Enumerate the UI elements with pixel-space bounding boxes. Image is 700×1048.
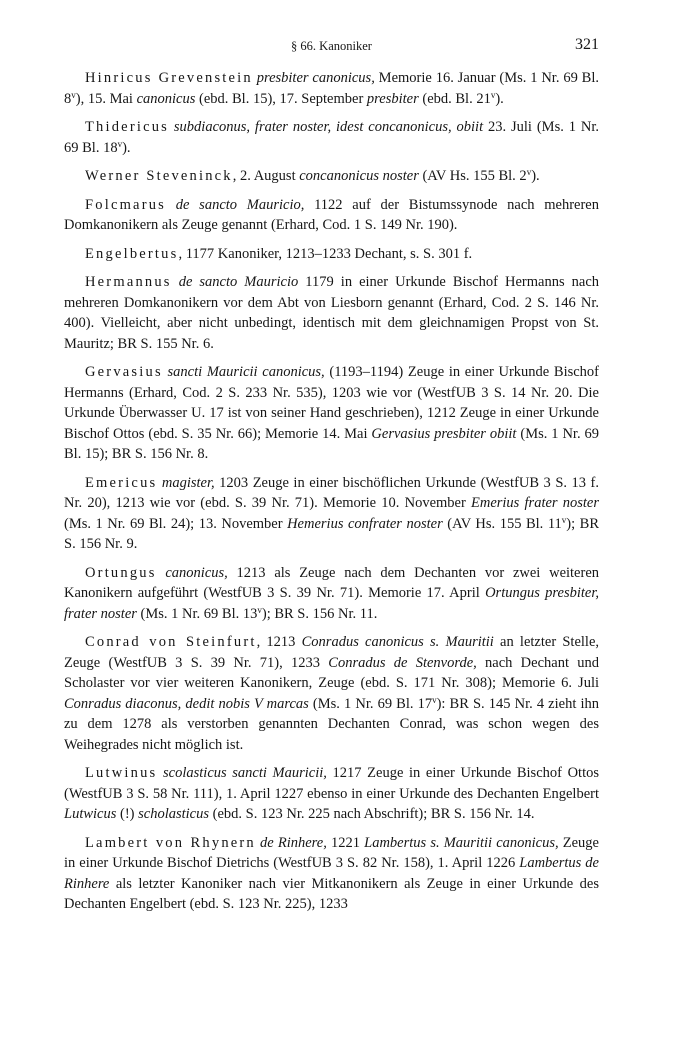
latin-quotation: de sancto Mauricio bbox=[178, 274, 299, 290]
latin-quotation: canonicus bbox=[136, 90, 196, 107]
entry-text: 1203 Zeuge in einer bischöflichen Urkunde (WestfUB 3 S. 13 f. Nr. 20), 1213 wie vor (ebd. S. 39 Nr. 71). Memorie 10. November bbox=[64, 474, 599, 511]
folio-verso-mark: v bbox=[117, 138, 123, 149]
latin-quotation: scolasticus sancti Mauricii, bbox=[163, 765, 327, 781]
latin-quotation: scholasticus bbox=[138, 806, 210, 822]
latin-quotation: concanonicus noster bbox=[299, 168, 419, 184]
entry-text: , 1213 bbox=[256, 634, 302, 650]
latin-quotation: de Rinhere, bbox=[260, 834, 327, 851]
entry-text: (ebd. Bl. 21 bbox=[418, 90, 491, 107]
entry-text: 1217 Zeuge in einer Urkunde Bischof Ottos (WestfUB 3 S. 58 Nr. 111), 1. April 1227 ebenso in einer Urkunde des Dechanten Engelbert bbox=[64, 765, 599, 802]
canon-name: Lutwinus bbox=[85, 765, 158, 781]
latin-quotation: Lambertus de Rinhere bbox=[64, 855, 599, 892]
entry-text: ). bbox=[495, 90, 504, 107]
entry-text: ): BR S. 145 Nr. 4 zieht ihn zu dem 1278 als verstorben genannten Dechanten Conrad, was schon wegen des Weihegrades nicht möglich ist. bbox=[64, 695, 599, 753]
latin-quotation: sancti Mauricii canonicus, bbox=[167, 364, 325, 380]
latin-quotation: subdiaconus, frater noster, idest concanonicus, obiit bbox=[173, 119, 484, 135]
latin-quotation: magister, bbox=[161, 474, 215, 491]
canon-name: Hermannus bbox=[85, 274, 172, 290]
latin-quotation: Conradus diaconus, dedit nobis V marcas bbox=[64, 695, 309, 712]
entry-text: (Ms. 1 Nr. 69 Bl. 24); 13. November bbox=[64, 515, 288, 532]
canon-name: Conrad von Steinfurt bbox=[85, 634, 257, 650]
canon-entry bbox=[64, 563, 599, 625]
canon-name: Werner Steveninck bbox=[85, 168, 233, 184]
folio-verso-mark: v bbox=[257, 604, 262, 615]
entry-text: (Ms. 1 Nr. 69 Bl. 17 bbox=[308, 695, 433, 712]
latin-quotation: Hemerius confrater noster bbox=[287, 515, 443, 532]
entry-text: (ebd. S. 123 Nr. 225 nach Abschrift); BR S. 156 Nr. 14. bbox=[209, 806, 535, 822]
canon-name: Emericus bbox=[85, 474, 158, 491]
canon-entry bbox=[64, 195, 599, 236]
entry-text: Zeuge in einer Urkunde Bischof Dietrichs (WestfUB 3 S. 82 Nr. 158), 1. April 1226 bbox=[64, 834, 599, 871]
latin-quotation: Conradus de Stenvorde, bbox=[328, 654, 477, 671]
entry-text: nach Dechant und Scholaster vor vier weiteren Kanonikern, Zeuge (ebd. S. 171 Nr. 308); Memorie 6. Juli bbox=[64, 654, 599, 691]
canon-name: Gervasius bbox=[85, 364, 163, 380]
canon-name: Hinricus Grevenstein bbox=[85, 70, 253, 86]
canon-entry bbox=[64, 117, 599, 158]
canon-entry bbox=[64, 244, 599, 265]
canon-entry bbox=[64, 632, 599, 755]
page-number: 321 bbox=[575, 36, 599, 53]
folio-verso-mark: v bbox=[526, 167, 532, 177]
entry-text: ); BR S. 156 Nr. 9. bbox=[64, 515, 600, 552]
canon-entry bbox=[64, 166, 599, 187]
entry-text: ). bbox=[531, 168, 540, 184]
entry-text: ). bbox=[122, 139, 131, 156]
canon-name: Folcmarus bbox=[85, 196, 167, 213]
text-block bbox=[64, 68, 599, 923]
entry-text bbox=[172, 274, 179, 290]
folio-verso-mark: v bbox=[490, 89, 496, 100]
entry-text: (Ms. 1 Nr. 69 Bl. 13 bbox=[136, 605, 258, 622]
folio-verso-mark: v bbox=[432, 694, 437, 705]
canon-name: Ortungus bbox=[85, 564, 157, 581]
latin-quotation: Lutwicus bbox=[64, 806, 117, 822]
canon-name: Thidericus bbox=[85, 119, 170, 135]
entry-text: , 2. August bbox=[232, 168, 300, 184]
entry-text: (ebd. Bl. 15), 17. September bbox=[195, 90, 367, 107]
latin-quotation: presbiter bbox=[366, 90, 419, 107]
entry-text: , 1177 Kanoniker, 1213–1233 Dechant, s. S. 301 f. bbox=[178, 245, 473, 262]
entry-text: 1213 als Zeuge nach dem Dechanten vor zwei weiteren Kanonikern aufgeführt (WestfUB 3 S. 39 Nr. 71). Memorie 17. April bbox=[64, 564, 600, 601]
entry-text: (!) bbox=[116, 806, 139, 822]
latin-quotation: Emerius frater noster bbox=[471, 495, 599, 511]
latin-quotation: presbiter canonicus, bbox=[256, 70, 375, 86]
entry-text: Memorie 16. Januar (Ms. 1 Nr. 69 Bl. 8 bbox=[64, 70, 599, 107]
entry-text: 23. Juli (Ms. 1 Nr. 69 Bl. 18 bbox=[64, 119, 599, 156]
latin-quotation: Conradus canonicus s. Mauritii bbox=[301, 634, 494, 650]
canon-entry bbox=[64, 68, 599, 109]
latin-quotation: Gervasius presbiter obiit bbox=[371, 425, 517, 442]
folio-verso-mark: v bbox=[71, 89, 76, 100]
entry-text: an letzter Stelle, Zeuge (WestfUB 3 S. 39 Nr. 71), 1233 bbox=[64, 634, 600, 671]
latin-quotation: canonicus, bbox=[165, 564, 228, 581]
canon-name: Lambert von Rhynern bbox=[85, 834, 256, 851]
canon-entry bbox=[64, 362, 599, 465]
entry-text: ); BR S. 156 Nr. 11. bbox=[261, 605, 378, 622]
entry-text: als letzter Kanoniker nach vier Mitkanonikern als Zeuge in einer Urkunde des Dechanten Engelbert (ebd. S. 123 Nr. 225), 1233 bbox=[64, 875, 599, 912]
canon-entry bbox=[64, 473, 599, 555]
folio-verso-mark: v bbox=[561, 514, 567, 525]
entry-text: 1179 in einer Urkunde Bischof Hermanns nach mehreren Domkanonikern vor dem Abt von Liesborn genannt (Erhard, Cod. 2 S. 146 Nr. 400). Vielleicht, aber nicht unbedingt, identisch mit dem gleichnamigen Propst von St. Mauritz; BR S. 155 Nr. 6. bbox=[64, 274, 600, 352]
latin-quotation: Lambertus s. Mauritii canonicus, bbox=[364, 834, 559, 851]
canon-entry bbox=[64, 833, 599, 915]
section-title: § 66. Kanoniker bbox=[291, 39, 372, 53]
entry-text: 1122 auf der Bistumssynode nach mehreren Domkanonikern als Zeuge genannt (Erhard, Cod. 1 S. 149 Nr. 190). bbox=[64, 196, 599, 233]
canon-name: Engelbertus bbox=[85, 245, 179, 262]
entry-text bbox=[166, 197, 176, 213]
entry-text: (1193–1194) Zeuge in einer Urkunde Bischof Hermanns (Erhard, Cod. 2 S. 233 Nr. 535), 1203 wie vor (WestfUB 3 S. 14 Nr. 20. Die Urkunde Überwasser U. 17 ist von seiner Hand geschrieben), 1212 Zeuge in einer Urkunde Bischof Ottos (ebd. S. 35 Nr. 66); Memorie 14. Mai bbox=[64, 364, 600, 442]
latin-quotation: de sancto Mauricio, bbox=[175, 196, 305, 213]
entry-text: (AV Hs. 155 Bl. 11 bbox=[442, 515, 562, 532]
latin-quotation: Ortungus presbiter, frater noster bbox=[64, 585, 599, 622]
canon-entry bbox=[64, 763, 599, 825]
entry-text: ), 15. Mai bbox=[75, 90, 137, 107]
running-head bbox=[64, 36, 599, 58]
entry-text: (AV Hs. 155 Bl. 2 bbox=[418, 168, 527, 184]
canon-entry bbox=[64, 272, 599, 354]
entry-text: (Ms. 1 Nr. 69 Bl. 15); BR S. 156 Nr. 8. bbox=[64, 425, 599, 462]
entry-text: 1221 bbox=[326, 834, 365, 851]
